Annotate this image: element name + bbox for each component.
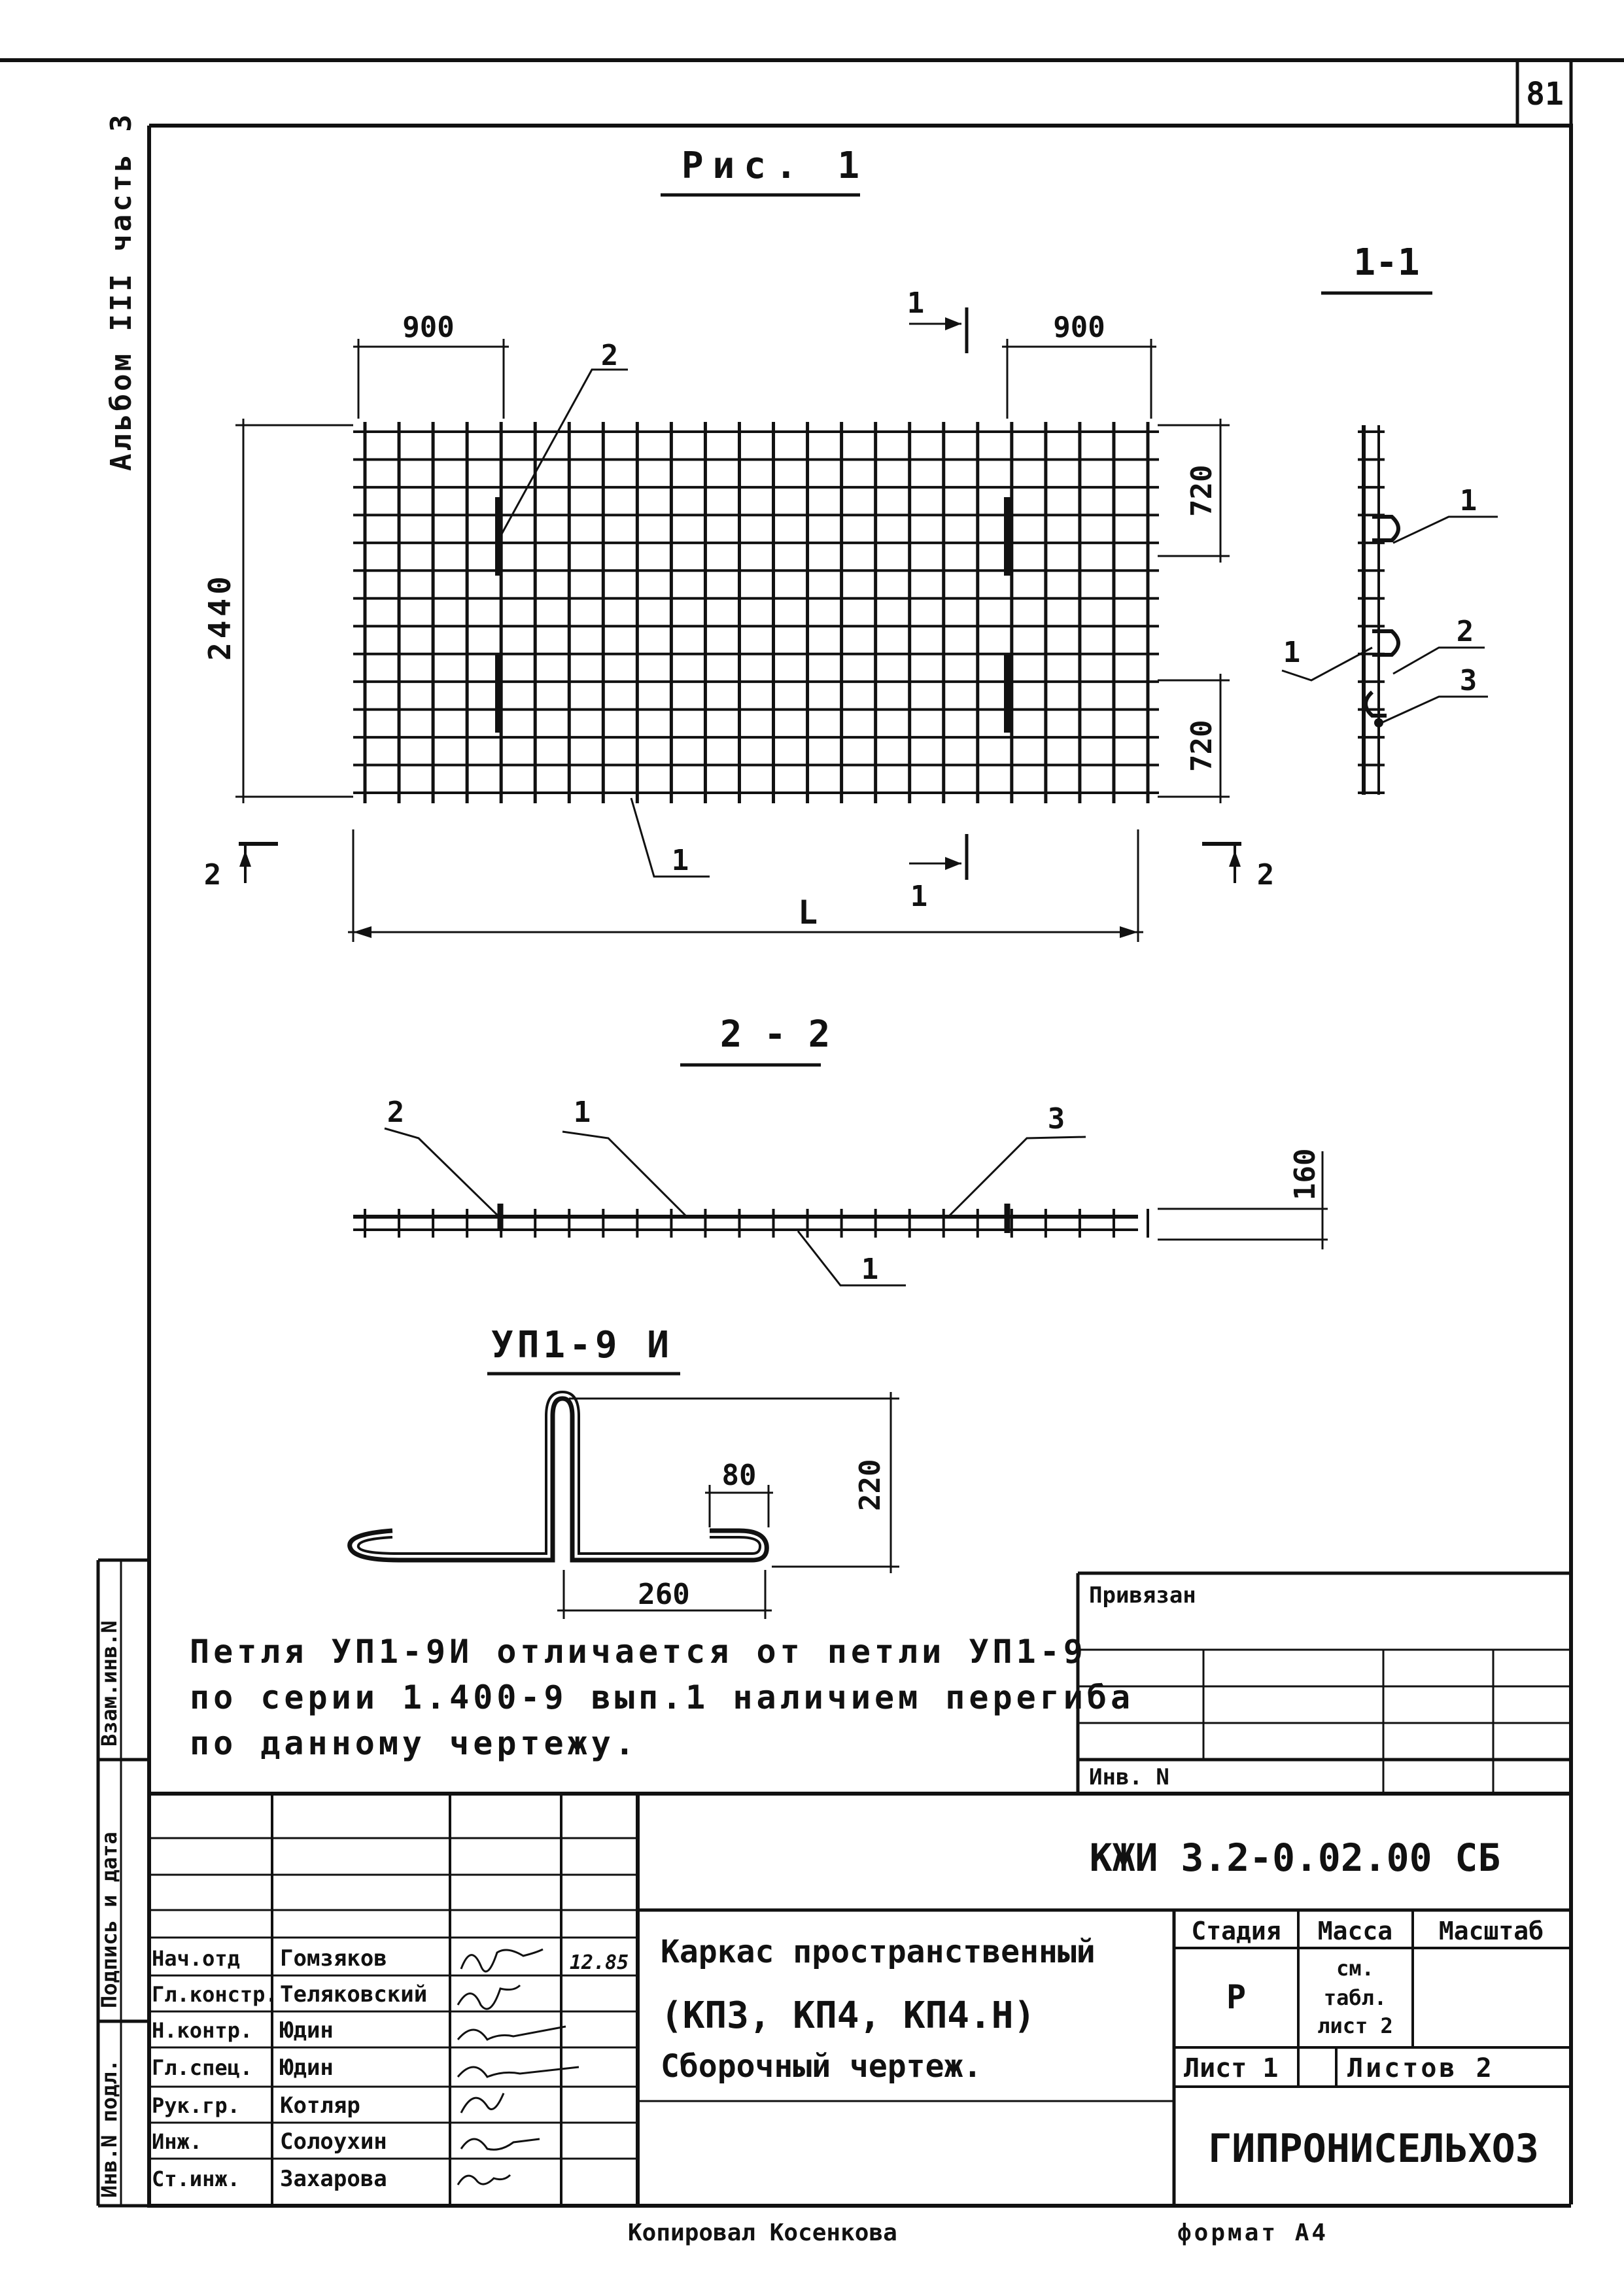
cut-1-bottom — [909, 834, 967, 880]
staff-role: Гл.констр. — [152, 1982, 278, 2007]
sec11-leader-3 — [1381, 697, 1488, 723]
note-text — [190, 1629, 1135, 1766]
sec22-label-2: 2 — [387, 1096, 405, 1129]
cut-2-right — [1202, 844, 1241, 883]
margin-podpis: Подпись и дата — [97, 1832, 122, 2008]
leader-2-label: 2 — [600, 339, 619, 372]
staff-name: Захарова — [280, 2166, 387, 2192]
note-line-1: Петля УП1-9И отличается от петли УП1-9 — [190, 1633, 1087, 1671]
mass-value-3: лист 2 — [1317, 2013, 1393, 2038]
sheets-total: Листов 2 — [1347, 2053, 1494, 2083]
cut-2-left — [239, 844, 278, 883]
leader-1-bottom — [631, 798, 710, 877]
cut-2-right-number: 2 — [1256, 858, 1275, 892]
dim-720-top-label: 720 — [1185, 464, 1218, 517]
loop-shape — [350, 1392, 767, 1560]
sec11-label-1-left: 1 — [1283, 636, 1301, 669]
sec11-label-3: 3 — [1459, 664, 1477, 697]
mesh-horizontal-bars — [353, 432, 1159, 793]
mass-value-2: табл. — [1323, 1985, 1387, 2010]
staff-role: Ст.инж. — [152, 2166, 240, 2191]
margin-inv: Инв.N подл. — [97, 2059, 122, 2198]
sheet-number: Лист 1 — [1184, 2053, 1279, 2083]
staff-name: Юдин — [280, 2055, 334, 2081]
sec11-leader-1-top — [1393, 517, 1498, 543]
organization: ГИПРОНИСЕЛЬХОЗ — [1208, 2126, 1539, 2172]
sec11-label-2: 2 — [1456, 615, 1474, 648]
dim-900-left — [353, 339, 509, 419]
sec22-label-1-bottom: 1 — [861, 1253, 879, 1286]
figure-title: Рис. 1 — [681, 145, 869, 187]
dim-900-left-label: 900 — [402, 311, 455, 344]
dim-160-label: 160 — [1288, 1148, 1322, 1200]
cut-2-left-number: 2 — [203, 858, 222, 892]
cut-1-bottom-number: 1 — [910, 880, 928, 913]
mesh-vertical-bars — [365, 422, 1148, 803]
staff-name: Гомзяков — [280, 1945, 387, 1972]
staff-role: Инж. — [152, 2129, 203, 2154]
section-2-2-drawing — [353, 1204, 1148, 1238]
sec22-leader-2 — [385, 1128, 500, 1218]
dim-220-label: 220 — [854, 1459, 887, 1511]
dim-2440-label: 2440 — [202, 572, 237, 661]
cut-1-top-number: 1 — [907, 287, 925, 320]
leader-1-bottom-label: 1 — [671, 844, 689, 877]
sec22-leader-1-bottom — [798, 1231, 906, 1285]
staff-name: Юдин — [280, 2017, 334, 2044]
staff-role: Гл.спец. — [152, 2055, 253, 2080]
copied-by: Копировал Косенкова — [628, 2219, 897, 2246]
approval-date: 12.85 — [569, 1951, 629, 1974]
staff-role: Рук.гр. — [152, 2093, 240, 2118]
format: формат А4 — [1177, 2219, 1329, 2246]
staff-role: Н.контр. — [152, 2018, 253, 2043]
frame — [0, 60, 1624, 2208]
side-label: Альбом III часть 3 — [105, 112, 138, 471]
section-1-1-drawing — [1358, 425, 1398, 795]
note-line-2: по серии 1.400-9 вып.1 наличием перегиба — [190, 1679, 1135, 1716]
leader-2 — [500, 370, 628, 536]
sec22-leader-3 — [948, 1137, 1086, 1217]
stage-header: Стадия — [1191, 1917, 1281, 1945]
dim-L — [348, 829, 1143, 942]
doc-desc-2: (КП3, КП4, КП4.Н) — [661, 1994, 1036, 2037]
dim-900-right — [1002, 339, 1156, 419]
sec22-leader-1-top — [562, 1132, 687, 1217]
staff-role: Нач.отд — [152, 1946, 240, 1971]
staff-name: Солоухин — [280, 2129, 387, 2155]
section-2-2-title: 2 - 2 — [719, 1013, 831, 1056]
privyazan-label: Привязан — [1089, 1582, 1196, 1609]
stage-value: Р — [1226, 1978, 1247, 2016]
mesh-loops — [498, 497, 1007, 733]
dim-260-label: 260 — [638, 1578, 690, 1611]
staff-table — [152, 1945, 427, 2192]
sec11-label-1-top: 1 — [1459, 484, 1477, 517]
margin-vzam: Взам.инв.N — [97, 1620, 122, 1747]
staff-name: Теляковский — [280, 1981, 428, 2008]
dim-2440 — [235, 419, 353, 803]
sec22-label-3: 3 — [1047, 1102, 1065, 1136]
dim-720-bottom-label: 720 — [1185, 720, 1218, 772]
mass-value-1: см. — [1336, 1956, 1374, 1981]
doc-desc-1: Каркас пространственный — [661, 1934, 1096, 1970]
staff-name: Котляр — [280, 2093, 360, 2119]
section-1-1-title: 1-1 — [1353, 241, 1420, 284]
scale-header: Масштаб — [1438, 1917, 1544, 1945]
sec22-label-1-top: 1 — [573, 1096, 591, 1129]
dim-900-right-label: 900 — [1053, 311, 1105, 344]
note-line-3: по данному чертежу. — [190, 1724, 638, 1762]
doc-desc-3: Сборочный чертеж. — [661, 2048, 982, 2085]
page-number: 81 — [1526, 76, 1564, 113]
mass-header: Масса — [1317, 1917, 1393, 1945]
privyazan-inv: Инв. N — [1089, 1764, 1169, 1790]
loop-title: УП1-9 И — [491, 1324, 674, 1366]
dim-L-label: L — [797, 894, 818, 931]
dim-80-label: 80 — [721, 1459, 757, 1492]
doc-code: КЖИ 3.2-0.02.00 СБ — [1089, 1835, 1501, 1880]
